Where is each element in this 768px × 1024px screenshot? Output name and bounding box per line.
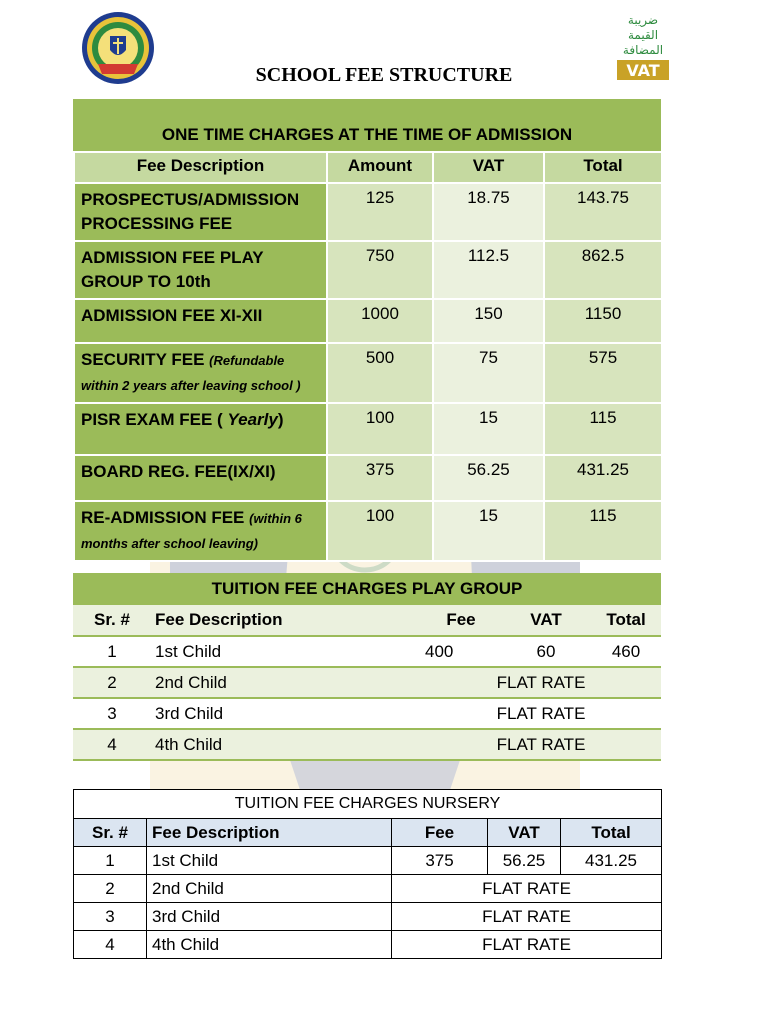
admission-fee-row xyxy=(74,183,662,241)
fee-description-note: (Refundable within 2 years after leaving school ) xyxy=(81,353,301,393)
nursery-tuition-table xyxy=(73,789,662,959)
fee-description-text: ADMISSION FEE XI-XII xyxy=(81,306,263,325)
nursery-row xyxy=(74,875,662,903)
fee-description xyxy=(74,299,327,343)
fee-vat: 15 xyxy=(433,501,544,561)
fee-total: 115 xyxy=(544,403,662,455)
fee-vat: 18.75 xyxy=(433,183,544,241)
column-header: Total xyxy=(591,605,661,636)
column-header: Total xyxy=(544,152,662,183)
fee-description-text: ADMISSION FEE PLAY GROUP TO 10th xyxy=(81,248,264,291)
fee-amount: 400 xyxy=(421,636,501,667)
column-header: VAT xyxy=(501,605,591,636)
column-header: Fee Description xyxy=(147,819,392,847)
page-title: SCHOOL FEE STRUCTURE xyxy=(255,64,513,86)
fee-amount: 375 xyxy=(327,455,433,501)
vat-logo-arabic-2: القيمة xyxy=(627,28,659,42)
fee-amount: 100 xyxy=(327,403,433,455)
fee-description: 2nd Child xyxy=(151,667,421,698)
playgroup-row xyxy=(73,636,661,667)
nursery-row xyxy=(74,931,662,959)
fee-total: 431.25 xyxy=(561,847,662,875)
fee-description xyxy=(74,403,327,455)
column-header: Fee xyxy=(392,819,488,847)
vat-logo-arabic-1: ضريبة xyxy=(627,13,659,27)
flat-rate: FLAT RATE xyxy=(392,903,662,931)
fee-amount: 125 xyxy=(327,183,433,241)
fee-description-text: PISR EXAM FEE ( xyxy=(81,410,223,429)
fee-total: 575 xyxy=(544,343,662,403)
serial-number: 1 xyxy=(73,636,151,667)
fee-description: 3rd Child xyxy=(151,698,421,729)
column-header: Fee Description xyxy=(74,152,327,183)
fee-amount: 100 xyxy=(327,501,433,561)
playgroup-row xyxy=(73,667,661,698)
fee-description-text: RE-ADMISSION FEE xyxy=(81,508,245,527)
flat-rate: FLAT RATE xyxy=(421,729,661,760)
serial-number: 4 xyxy=(73,729,151,760)
serial-number: 2 xyxy=(74,875,147,903)
fee-vat: 112.5 xyxy=(433,241,544,299)
playgroup-table-header xyxy=(73,605,661,636)
fee-total: 431.25 xyxy=(544,455,662,501)
fee-description xyxy=(74,501,327,561)
fee-description: 2nd Child xyxy=(147,875,392,903)
fee-amount: 1000 xyxy=(327,299,433,343)
playgroup-row xyxy=(73,729,661,760)
fee-description-text: PROSPECTUS/ADMISSION PROCESSING FEE xyxy=(81,190,300,233)
admission-fee-row xyxy=(74,501,662,561)
flat-rate: FLAT RATE xyxy=(421,667,661,698)
playgroup-table-title: TUITION FEE CHARGES PLAY GROUP xyxy=(73,573,661,605)
flat-rate: FLAT RATE xyxy=(421,698,661,729)
column-header: VAT xyxy=(488,819,561,847)
fee-description xyxy=(74,183,327,241)
serial-number: 2 xyxy=(73,667,151,698)
fee-description: 1st Child xyxy=(147,847,392,875)
admission-fee-row xyxy=(74,299,662,343)
playgroup-tuition-table xyxy=(73,573,661,761)
fee-vat: 56.25 xyxy=(433,455,544,501)
fee-description: 3rd Child xyxy=(147,903,392,931)
vat-logo-text: VAT xyxy=(626,61,660,80)
fee-vat: 150 xyxy=(433,299,544,343)
fee-description-text: SECURITY FEE xyxy=(81,350,205,369)
fee-description: 4th Child xyxy=(147,931,392,959)
column-header: Total xyxy=(561,819,662,847)
admission-charges-table xyxy=(73,99,661,562)
fee-vat: 56.25 xyxy=(488,847,561,875)
fee-total: 115 xyxy=(544,501,662,561)
fee-description xyxy=(74,241,327,299)
column-header: Amount xyxy=(327,152,433,183)
nursery-table-header xyxy=(74,819,662,847)
fee-description-text: BOARD REG. FEE(IX/XI) xyxy=(81,462,276,481)
fee-description-end: ) xyxy=(277,410,284,429)
column-header: Fee xyxy=(421,605,501,636)
admission-fee-row xyxy=(74,455,662,501)
serial-number: 3 xyxy=(74,903,147,931)
fee-total: 460 xyxy=(591,636,661,667)
admission-fee-row xyxy=(74,241,662,299)
nursery-row xyxy=(74,903,662,931)
serial-number: 3 xyxy=(73,698,151,729)
fee-description-note: (within 6 months after school leaving) xyxy=(81,511,302,551)
fee-vat: 60 xyxy=(501,636,591,667)
fee-vat: 75 xyxy=(433,343,544,403)
fee-total: 862.5 xyxy=(544,241,662,299)
column-header: Sr. # xyxy=(74,819,147,847)
column-header: Fee Description xyxy=(151,605,421,636)
fee-amount: 375 xyxy=(392,847,488,875)
admission-table-title: ONE TIME CHARGES AT THE TIME OF ADMISSION xyxy=(73,99,661,151)
fee-total: 143.75 xyxy=(544,183,662,241)
serial-number: 4 xyxy=(74,931,147,959)
admission-fee-row xyxy=(74,343,662,403)
fee-amount: 500 xyxy=(327,343,433,403)
column-header: Sr. # xyxy=(73,605,151,636)
fee-vat: 15 xyxy=(433,403,544,455)
admission-table-header xyxy=(74,152,662,183)
admission-fee-row xyxy=(74,403,662,455)
vat-logo-arabic-3: المضافة xyxy=(622,43,664,57)
playgroup-row xyxy=(73,698,661,729)
fee-description xyxy=(74,343,327,403)
fee-amount: 750 xyxy=(327,241,433,299)
flat-rate: FLAT RATE xyxy=(392,875,662,903)
nursery-row xyxy=(74,847,662,875)
fee-total: 1150 xyxy=(544,299,662,343)
nursery-table-title: TUITION FEE CHARGES NURSERY xyxy=(74,790,662,819)
fee-description: 4th Child xyxy=(151,729,421,760)
fee-description-note: Yearly xyxy=(227,410,278,429)
fee-description xyxy=(74,455,327,501)
flat-rate: FLAT RATE xyxy=(392,931,662,959)
serial-number: 1 xyxy=(74,847,147,875)
column-header: VAT xyxy=(433,152,544,183)
fee-description: 1st Child xyxy=(151,636,421,667)
